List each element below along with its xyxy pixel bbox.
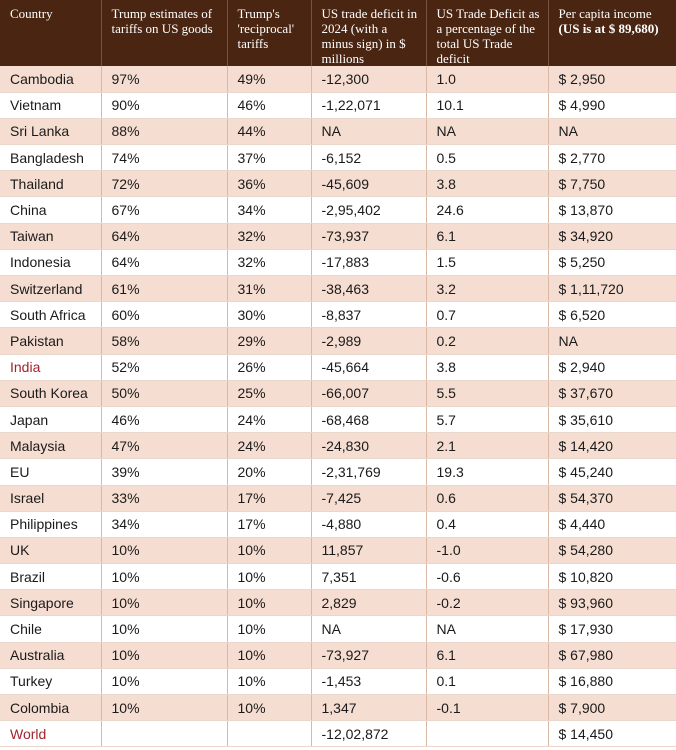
cell-deficit-percentage: 3.2 <box>426 276 548 302</box>
cell-trump-estimate: 60% <box>101 302 227 328</box>
cell-reciprocal-tariff: 10% <box>227 642 311 668</box>
table-row <box>0 197 676 223</box>
header-trump-estimates: Trump estimates of tariffs on US goods <box>101 0 227 66</box>
header-country: Country <box>0 0 101 66</box>
cell-deficit-percentage: 3.8 <box>426 354 548 380</box>
cell-country: India <box>0 354 101 380</box>
table-row <box>0 616 676 642</box>
cell-reciprocal-tariff: 32% <box>227 223 311 249</box>
cell-reciprocal-tariff: 31% <box>227 276 311 302</box>
cell-trump-estimate: 10% <box>101 668 227 694</box>
cell-per-capita-income: $ 45,240 <box>548 459 676 485</box>
cell-deficit-percentage: -0.6 <box>426 564 548 590</box>
cell-trump-estimate: 34% <box>101 511 227 537</box>
cell-country: Philippines <box>0 511 101 537</box>
cell-trump-estimate: 88% <box>101 118 227 144</box>
cell-trade-deficit: -73,937 <box>311 223 426 249</box>
cell-per-capita-income: $ 14,420 <box>548 433 676 459</box>
cell-trump-estimate: 90% <box>101 92 227 118</box>
cell-trade-deficit: -12,300 <box>311 66 426 92</box>
cell-trade-deficit: -2,989 <box>311 328 426 354</box>
header-per-capita-income <box>548 0 676 66</box>
cell-country: Thailand <box>0 171 101 197</box>
cell-country: Chile <box>0 616 101 642</box>
table-row <box>0 564 676 590</box>
cell-deficit-percentage <box>426 721 548 747</box>
cell-trade-deficit: -1,453 <box>311 668 426 694</box>
cell-per-capita-income: $ 16,880 <box>548 668 676 694</box>
cell-reciprocal-tariff: 44% <box>227 118 311 144</box>
cell-trade-deficit: -4,880 <box>311 511 426 537</box>
table-row <box>0 380 676 406</box>
cell-trade-deficit: -24,830 <box>311 433 426 459</box>
cell-trade-deficit: NA <box>311 616 426 642</box>
table-row <box>0 433 676 459</box>
cell-trade-deficit: -66,007 <box>311 380 426 406</box>
cell-country: Cambodia <box>0 66 101 92</box>
cell-trump-estimate: 64% <box>101 223 227 249</box>
header-trade-deficit: US trade deficit in 2024 (with a minus sign) in $ millions <box>311 0 426 66</box>
cell-reciprocal-tariff: 10% <box>227 695 311 721</box>
cell-reciprocal-tariff: 46% <box>227 92 311 118</box>
table-row <box>0 354 676 380</box>
header-row <box>0 0 676 66</box>
cell-trade-deficit: -68,468 <box>311 406 426 432</box>
cell-reciprocal-tariff: 10% <box>227 590 311 616</box>
cell-reciprocal-tariff <box>227 721 311 747</box>
cell-per-capita-income: $ 4,990 <box>548 92 676 118</box>
cell-per-capita-income: NA <box>548 118 676 144</box>
cell-deficit-percentage: 0.6 <box>426 485 548 511</box>
table-row <box>0 145 676 171</box>
cell-per-capita-income: $ 10,820 <box>548 564 676 590</box>
cell-trade-deficit: -73,927 <box>311 642 426 668</box>
cell-country: EU <box>0 459 101 485</box>
table-row <box>0 302 676 328</box>
cell-trade-deficit: -45,609 <box>311 171 426 197</box>
cell-trump-estimate: 58% <box>101 328 227 354</box>
cell-reciprocal-tariff: 17% <box>227 485 311 511</box>
cell-per-capita-income: $ 2,940 <box>548 354 676 380</box>
cell-deficit-percentage: 0.7 <box>426 302 548 328</box>
cell-deficit-percentage: 0.1 <box>426 668 548 694</box>
cell-deficit-percentage: NA <box>426 118 548 144</box>
cell-trump-estimate: 39% <box>101 459 227 485</box>
cell-per-capita-income: $ 67,980 <box>548 642 676 668</box>
cell-country: South Korea <box>0 380 101 406</box>
cell-country: South Africa <box>0 302 101 328</box>
cell-trump-estimate: 10% <box>101 537 227 563</box>
cell-trump-estimate: 47% <box>101 433 227 459</box>
cell-deficit-percentage: -1.0 <box>426 537 548 563</box>
cell-reciprocal-tariff: 20% <box>227 459 311 485</box>
table-body <box>0 66 676 747</box>
cell-deficit-percentage: 6.1 <box>426 642 548 668</box>
cell-trump-estimate: 10% <box>101 616 227 642</box>
cell-deficit-percentage: 5.5 <box>426 380 548 406</box>
cell-country: Vietnam <box>0 92 101 118</box>
cell-deficit-percentage: 10.1 <box>426 92 548 118</box>
cell-deficit-percentage: 0.5 <box>426 145 548 171</box>
cell-deficit-percentage: 5.7 <box>426 406 548 432</box>
cell-trade-deficit: -1,22,071 <box>311 92 426 118</box>
cell-per-capita-income: $ 17,930 <box>548 616 676 642</box>
cell-per-capita-income: $ 54,370 <box>548 485 676 511</box>
cell-reciprocal-tariff: 26% <box>227 354 311 380</box>
cell-deficit-percentage: 1.0 <box>426 66 548 92</box>
cell-country: Turkey <box>0 668 101 694</box>
table-row <box>0 721 676 747</box>
cell-country: World <box>0 721 101 747</box>
cell-deficit-percentage: 0.4 <box>426 511 548 537</box>
cell-country: Indonesia <box>0 249 101 275</box>
table-row <box>0 511 676 537</box>
cell-reciprocal-tariff: 25% <box>227 380 311 406</box>
cell-per-capita-income: $ 2,950 <box>548 66 676 92</box>
table-row <box>0 249 676 275</box>
cell-trump-estimate: 10% <box>101 642 227 668</box>
table-row <box>0 537 676 563</box>
header-deficit-percentage: US Trade Deficit as a percentage of the total US Trade deficit <box>426 0 548 66</box>
cell-reciprocal-tariff: 49% <box>227 66 311 92</box>
cell-deficit-percentage: 19.3 <box>426 459 548 485</box>
cell-per-capita-income: $ 7,900 <box>548 695 676 721</box>
cell-reciprocal-tariff: 37% <box>227 145 311 171</box>
cell-country: Japan <box>0 406 101 432</box>
table-row <box>0 695 676 721</box>
cell-trade-deficit: -45,664 <box>311 354 426 380</box>
cell-trump-estimate: 33% <box>101 485 227 511</box>
cell-reciprocal-tariff: 34% <box>227 197 311 223</box>
cell-per-capita-income: NA <box>548 328 676 354</box>
cell-trump-estimate: 64% <box>101 249 227 275</box>
cell-reciprocal-tariff: 17% <box>227 511 311 537</box>
cell-trade-deficit: -17,883 <box>311 249 426 275</box>
cell-country: Australia <box>0 642 101 668</box>
cell-reciprocal-tariff: 30% <box>227 302 311 328</box>
cell-trade-deficit: 2,829 <box>311 590 426 616</box>
cell-per-capita-income: $ 35,610 <box>548 406 676 432</box>
cell-reciprocal-tariff: 10% <box>227 564 311 590</box>
cell-trade-deficit: -2,31,769 <box>311 459 426 485</box>
cell-trump-estimate: 46% <box>101 406 227 432</box>
cell-trade-deficit: -7,425 <box>311 485 426 511</box>
table-row <box>0 66 676 92</box>
cell-trump-estimate <box>101 721 227 747</box>
cell-deficit-percentage: 2.1 <box>426 433 548 459</box>
cell-per-capita-income: $ 7,750 <box>548 171 676 197</box>
cell-country: China <box>0 197 101 223</box>
cell-trade-deficit: 1,347 <box>311 695 426 721</box>
table-row <box>0 406 676 432</box>
cell-trump-estimate: 74% <box>101 145 227 171</box>
cell-deficit-percentage: 0.2 <box>426 328 548 354</box>
table-row <box>0 92 676 118</box>
cell-country: Singapore <box>0 590 101 616</box>
table-header <box>0 0 676 66</box>
per-capita-note: (US is at $ 89,680) <box>558 21 659 36</box>
cell-reciprocal-tariff: 24% <box>227 433 311 459</box>
cell-country: Colombia <box>0 695 101 721</box>
cell-country: Taiwan <box>0 223 101 249</box>
cell-reciprocal-tariff: 10% <box>227 616 311 642</box>
cell-country: Malaysia <box>0 433 101 459</box>
cell-deficit-percentage: 6.1 <box>426 223 548 249</box>
table-row <box>0 223 676 249</box>
cell-trump-estimate: 10% <box>101 590 227 616</box>
cell-per-capita-income: $ 6,520 <box>548 302 676 328</box>
cell-country: Switzerland <box>0 276 101 302</box>
cell-per-capita-income: $ 4,440 <box>548 511 676 537</box>
cell-deficit-percentage: 24.6 <box>426 197 548 223</box>
cell-trade-deficit: -2,95,402 <box>311 197 426 223</box>
cell-reciprocal-tariff: 10% <box>227 537 311 563</box>
cell-trump-estimate: 10% <box>101 695 227 721</box>
cell-per-capita-income: $ 54,280 <box>548 537 676 563</box>
cell-trade-deficit: -12,02,872 <box>311 721 426 747</box>
table-row <box>0 276 676 302</box>
cell-trade-deficit: 11,857 <box>311 537 426 563</box>
cell-per-capita-income: $ 5,250 <box>548 249 676 275</box>
cell-trade-deficit: -8,837 <box>311 302 426 328</box>
cell-country: UK <box>0 537 101 563</box>
cell-trade-deficit: -6,152 <box>311 145 426 171</box>
cell-reciprocal-tariff: 32% <box>227 249 311 275</box>
cell-trump-estimate: 67% <box>101 197 227 223</box>
table-row <box>0 171 676 197</box>
cell-trade-deficit: NA <box>311 118 426 144</box>
cell-country: Sri Lanka <box>0 118 101 144</box>
table-row <box>0 642 676 668</box>
cell-reciprocal-tariff: 29% <box>227 328 311 354</box>
cell-country: Israel <box>0 485 101 511</box>
cell-deficit-percentage: 3.8 <box>426 171 548 197</box>
cell-country: Brazil <box>0 564 101 590</box>
cell-deficit-percentage: -0.1 <box>426 695 548 721</box>
table-row <box>0 590 676 616</box>
cell-reciprocal-tariff: 10% <box>227 668 311 694</box>
cell-deficit-percentage: NA <box>426 616 548 642</box>
table-row <box>0 328 676 354</box>
cell-trump-estimate: 10% <box>101 564 227 590</box>
cell-per-capita-income: $ 34,920 <box>548 223 676 249</box>
cell-reciprocal-tariff: 24% <box>227 406 311 432</box>
per-capita-label: Per capita income <box>558 6 652 21</box>
cell-trump-estimate: 61% <box>101 276 227 302</box>
header-reciprocal-tariffs: Trump's 'reciprocal' tariffs <box>227 0 311 66</box>
cell-country: Bangladesh <box>0 145 101 171</box>
cell-per-capita-income: $ 13,870 <box>548 197 676 223</box>
cell-trade-deficit: -38,463 <box>311 276 426 302</box>
table-row <box>0 668 676 694</box>
cell-per-capita-income: $ 93,960 <box>548 590 676 616</box>
table-row <box>0 118 676 144</box>
cell-per-capita-income: $ 1,11,720 <box>548 276 676 302</box>
table-row <box>0 459 676 485</box>
cell-country: Pakistan <box>0 328 101 354</box>
cell-trump-estimate: 72% <box>101 171 227 197</box>
cell-reciprocal-tariff: 36% <box>227 171 311 197</box>
cell-deficit-percentage: -0.2 <box>426 590 548 616</box>
cell-deficit-percentage: 1.5 <box>426 249 548 275</box>
cell-per-capita-income: $ 14,450 <box>548 721 676 747</box>
cell-per-capita-income: $ 2,770 <box>548 145 676 171</box>
cell-per-capita-income: $ 37,670 <box>548 380 676 406</box>
cell-trump-estimate: 97% <box>101 66 227 92</box>
table-row <box>0 485 676 511</box>
cell-trump-estimate: 50% <box>101 380 227 406</box>
cell-trump-estimate: 52% <box>101 354 227 380</box>
cell-trade-deficit: 7,351 <box>311 564 426 590</box>
